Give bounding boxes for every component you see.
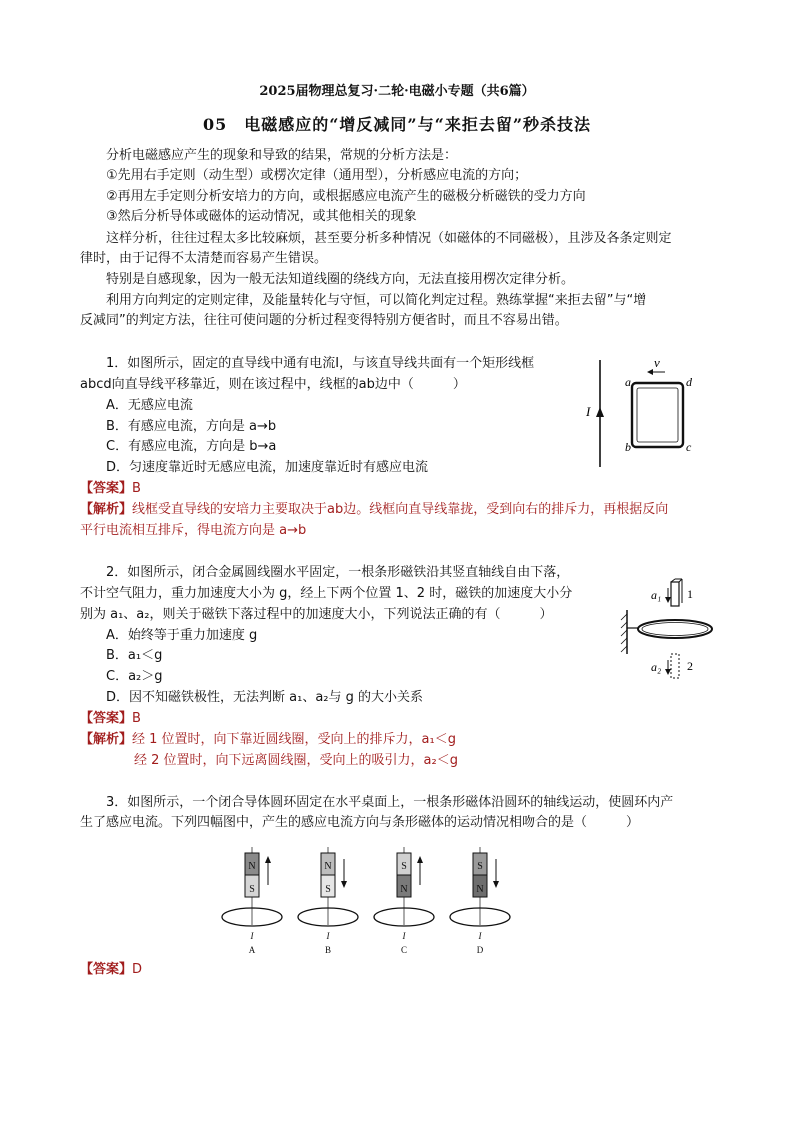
q3-arrow-head bbox=[417, 856, 423, 863]
q1-answer bbox=[80, 479, 141, 499]
q3-figure bbox=[210, 845, 520, 960]
intro-line-2: ①先用右手定则（动生型）或楞次定律（通用型），分析感应电流的方向； bbox=[106, 168, 528, 183]
q3-pole-top: N bbox=[248, 861, 256, 872]
q1-fig-a: a bbox=[625, 375, 631, 389]
q3-stem-1: 3．如图所示，一个闭合导体圆环固定在水平桌面上，一根条形磁体沿圆环的轴线运动，使圆环内产 bbox=[106, 795, 674, 810]
q3-current-label: I bbox=[402, 931, 406, 941]
q1-fig-b: b bbox=[625, 440, 631, 454]
q3-arrow-head bbox=[341, 881, 347, 888]
intro-line-4: ③然后分析导体或磁体的运动情况，或其他相关的现象 bbox=[106, 209, 417, 224]
q1-option-b: B．有感应电流，方向是 a→b bbox=[106, 419, 277, 434]
topic-title: 05 电磁感应的“增反减同”与“来拒去留”秒杀技法 bbox=[202, 115, 592, 134]
intro-line-8: 利用方向判定的定则定律，及能量转化与守恒，可以简化判定过程。熟练掌握“来拒去留”与“增 bbox=[106, 293, 647, 308]
intro-line-7: 特别是自感现象，因为一般无法知道线圈的绕线方向，无法直接用楞次定律分析。 bbox=[106, 272, 575, 287]
q1-option-d: D．匀速度靠近时无感应电流，加速度靠近时有感应电流 bbox=[106, 460, 429, 475]
intro-line-3: ②再用左手定则分析安培力的方向，或根据感应电流产生的磁极分析磁铁的受力方向 bbox=[106, 189, 586, 204]
q2-fig-p1: 1 bbox=[687, 587, 693, 601]
q1-analysis-2: 平行电流相互排斥，得电流方向是 a→b bbox=[80, 523, 307, 538]
q3-current-label: I bbox=[250, 931, 254, 941]
intro-line-9: 反减同”的判定方法，往往可使问题的分析过程变得特别方便省时，而且不容易出错。 bbox=[80, 313, 568, 328]
intro-line-6: 律时，由于记得不太清楚而容易产生错误。 bbox=[80, 251, 328, 266]
q3-answer bbox=[80, 960, 142, 980]
q2-stem-1: 2．如图所示，闭合金属圆线圈水平固定，一根条形磁铁沿其竖直轴线自由下落， bbox=[106, 565, 570, 580]
q1-fig-I: I bbox=[586, 404, 591, 419]
q2-fig-a1: a₁ bbox=[651, 588, 662, 602]
q3-panel-label: B bbox=[324, 945, 332, 955]
answer-label: 【答案】 bbox=[80, 962, 133, 977]
q3-arrow-head bbox=[265, 856, 271, 863]
q3-panel-label: C bbox=[400, 945, 408, 955]
answer-value: B bbox=[132, 711, 141, 726]
q3-stem-2: 生了感应电流。下列四幅图中，产生的感应电流方向与条形磁体的运动情况相吻合的是（ ） bbox=[80, 815, 640, 830]
q2-figure bbox=[615, 572, 725, 692]
q1-fig-v: v bbox=[654, 355, 660, 370]
q3-pole-bottom: N bbox=[400, 884, 408, 895]
q2-option-d: D．因不知磁铁极性，无法判断 a₁、a₂与 g 的大小关系 bbox=[106, 690, 424, 705]
q3-pole-bottom: S bbox=[325, 884, 331, 895]
analysis-label: 【解析】 bbox=[80, 732, 133, 747]
answer-label: 【答案】 bbox=[80, 711, 133, 726]
answer-value: B bbox=[132, 481, 141, 496]
q2-stem-2: 不计空气阻力，重力加速度大小为 g，经上下两个位置 1、2 时，磁铁的加速度大小分 bbox=[80, 586, 573, 601]
q1-figure bbox=[585, 355, 705, 475]
q3-pole-bottom: S bbox=[249, 884, 255, 895]
analysis-text: 线框受直导线的安培力主要取决于ab边。线框向直导线靠拢，受到向右的排斥力，再根据反向 bbox=[132, 502, 669, 517]
q3-current-label: I bbox=[478, 931, 482, 941]
q3-pole-bottom: N bbox=[476, 884, 484, 895]
q2-answer bbox=[80, 709, 141, 729]
q3-pole-top: S bbox=[477, 861, 483, 872]
q3-pole-top: S bbox=[401, 861, 407, 872]
q2-fig-p2: 2 bbox=[687, 659, 693, 673]
q3-arrow-head bbox=[493, 881, 499, 888]
q2-fig-a2: a₂ bbox=[651, 660, 662, 674]
q2-option-a: A．始终等于重力加速度 g bbox=[106, 628, 258, 643]
intro-line-1: 分析电磁感应产生的现象和导致的结果，常规的分析方法是： bbox=[106, 148, 458, 163]
answer-label: 【答案】 bbox=[80, 481, 133, 496]
series-title: 2025届物理总复习·二轮·电磁小专题（共6篇） bbox=[259, 84, 535, 99]
q2-analysis-1 bbox=[80, 730, 456, 750]
q2-option-c: C．a₂＞g bbox=[106, 669, 163, 684]
q1-option-a: A．无感应电流 bbox=[106, 398, 193, 413]
q1-stem-1: 1．如图所示，固定的直导线中通有电流I，与该直导线共面有一个矩形线框 bbox=[106, 356, 535, 371]
q3-current-label: I bbox=[326, 931, 330, 941]
q2-analysis-2: 经 2 位置时，向下远离圆线圈，受向上的吸引力，a₂＜g bbox=[134, 753, 458, 768]
q2-stem-3: 别为 a₁、a₂，则关于磁铁下落过程中的加速度大小，下列说法正确的有（ ） bbox=[80, 607, 553, 622]
q3-panel-label: D bbox=[476, 945, 484, 955]
q1-analysis-1 bbox=[80, 500, 668, 520]
q1-stem-2: abcd向直导线平移靠近，则在该过程中，线框的ab边中（ ） bbox=[80, 377, 466, 392]
intro-line-5: 这样分析，往往过程太多比较麻烦，甚至要分析多种情况（如磁体的不同磁极），且涉及各条定则定 bbox=[106, 231, 672, 246]
q1-fig-d: d bbox=[686, 375, 692, 389]
analysis-label: 【解析】 bbox=[80, 502, 133, 517]
answer-value: D bbox=[132, 962, 143, 977]
q3-pole-top: N bbox=[324, 861, 332, 872]
q3-panel-label: A bbox=[248, 945, 256, 955]
analysis-text: 经 1 位置时，向下靠近圆线圈，受向上的排斥力，a₁＜g bbox=[132, 732, 456, 747]
q1-fig-c: c bbox=[686, 440, 692, 454]
q1-option-c: C．有感应电流，方向是 b→a bbox=[106, 439, 277, 454]
q2-option-b: B．a₁＜g bbox=[106, 648, 163, 663]
